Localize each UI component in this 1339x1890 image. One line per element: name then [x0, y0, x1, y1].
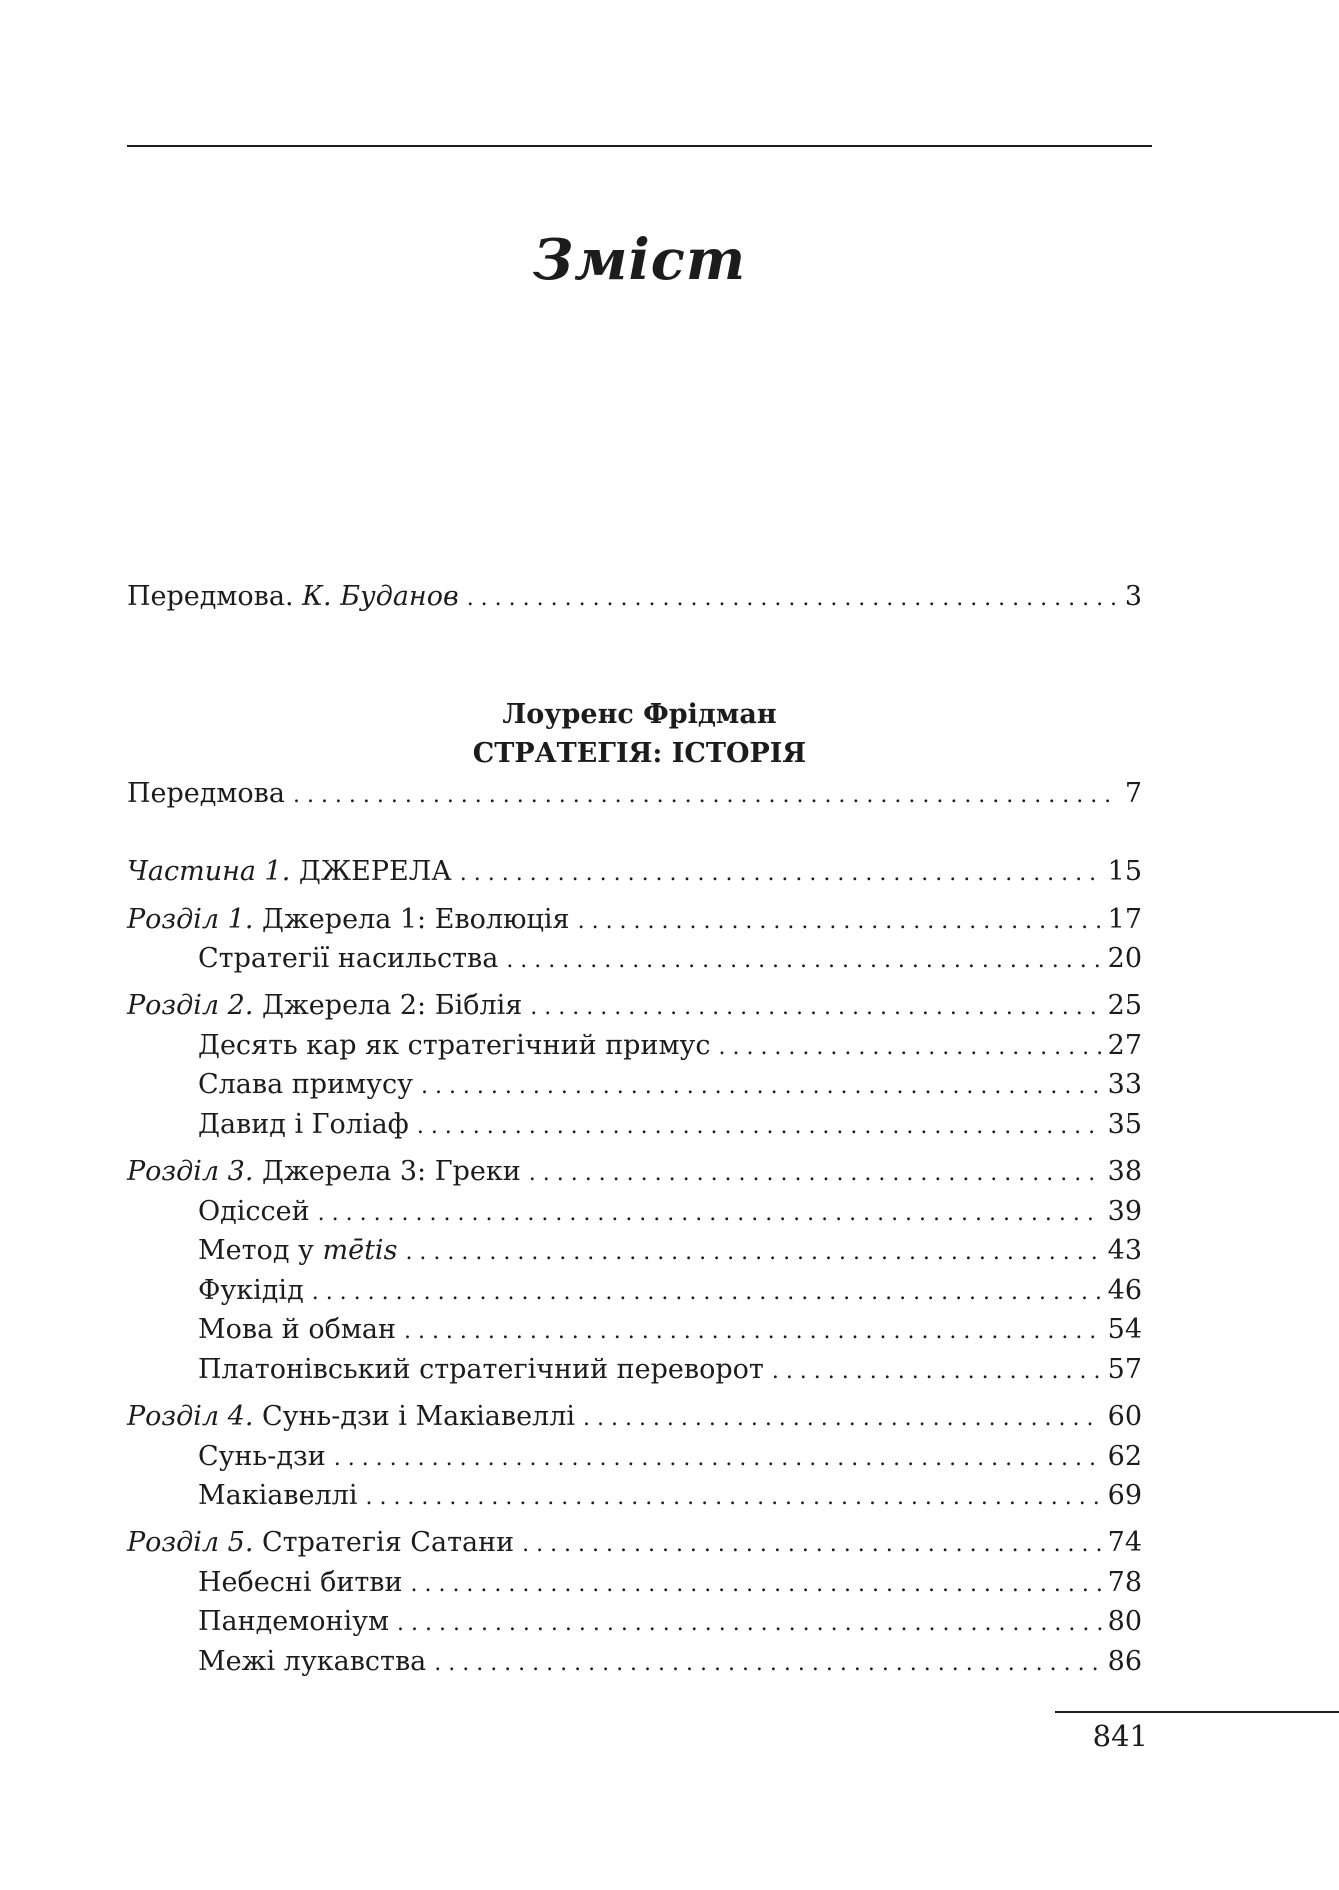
- page-number: 841: [1092, 1719, 1148, 1753]
- toc-entry-section: [127, 1648, 1142, 1675]
- entry-page: 46: [1107, 1275, 1142, 1306]
- entry-page: 20: [1107, 943, 1142, 974]
- book-author: Лоуренс Фрідман: [502, 699, 777, 730]
- entry-prefix: Розділ 5.: [127, 1527, 254, 1558]
- entry-title: Метод у: [198, 1235, 323, 1266]
- entry-title: Передмова: [127, 778, 285, 809]
- dot-leader: [718, 1032, 1101, 1059]
- toc-entry-part: [127, 858, 1142, 885]
- entry-title-italic: mētis: [322, 1235, 398, 1266]
- dot-leader: [397, 1608, 1102, 1635]
- entry-label: Передмова.: [127, 581, 294, 612]
- entry-page: 17: [1107, 904, 1142, 935]
- entry-page: 62: [1107, 1441, 1142, 1472]
- entry-page: 27: [1107, 1030, 1142, 1061]
- entry-title: Слава примусу: [198, 1069, 413, 1100]
- entry-title: Небесні битви: [198, 1567, 403, 1598]
- entry-author: К. Буданов: [302, 581, 459, 612]
- dot-leader: [583, 1403, 1102, 1430]
- toc-entry-chapter: [127, 992, 1142, 1019]
- toc-entry-section: [127, 1482, 1142, 1509]
- dot-leader: [318, 1198, 1102, 1225]
- page-title: Зміст: [532, 227, 747, 293]
- dot-leader: [529, 1158, 1102, 1185]
- entry-title: Межі лукавства: [198, 1646, 427, 1677]
- dot-leader: [293, 780, 1119, 807]
- dot-leader: [365, 1482, 1101, 1509]
- toc-entry-section: [127, 1316, 1142, 1343]
- dot-leader: [417, 1111, 1102, 1138]
- entry-title: Мова й обман: [198, 1314, 396, 1345]
- toc-entry-section: [127, 1608, 1142, 1635]
- entry-prefix: Частина 1.: [127, 856, 291, 887]
- dot-leader: [460, 858, 1102, 885]
- toc-entry-section: [127, 1569, 1142, 1596]
- entry-title: Сунь-дзи і Макіавеллі: [253, 1401, 575, 1432]
- entry-page: 57: [1107, 1354, 1142, 1385]
- toc-entry-chapter: [127, 1529, 1142, 1556]
- entry-prefix: Розділ 2.: [127, 990, 254, 1021]
- toc-entry-section: [127, 1443, 1142, 1470]
- entry-title: Джерела 1: Еволюція: [253, 904, 570, 935]
- entry-title: ДЖЕРЕЛА: [290, 856, 452, 887]
- entry-page: 39: [1107, 1196, 1142, 1227]
- dot-leader: [404, 1316, 1102, 1343]
- toc-entry-section: [127, 1111, 1142, 1138]
- entry-title: Десять кар як стратегічний примус: [198, 1030, 711, 1061]
- dot-leader: [506, 945, 1101, 972]
- toc-entry-section: [127, 1071, 1142, 1098]
- entry-page: 15: [1107, 856, 1142, 887]
- entry-title: Джерела 2: Біблія: [253, 990, 523, 1021]
- entry-page: 7: [1124, 778, 1142, 809]
- dot-leader: [334, 1443, 1102, 1470]
- dot-leader: [467, 583, 1119, 610]
- dot-leader: [530, 992, 1101, 1019]
- dot-leader: [312, 1277, 1102, 1304]
- entry-page: 43: [1107, 1235, 1142, 1266]
- footer-rule: [1055, 1711, 1339, 1713]
- entry-page: 60: [1107, 1401, 1142, 1432]
- entry-title: Стратегія Сатани: [253, 1527, 515, 1558]
- top-rule: [127, 145, 1152, 147]
- entry-page: 33: [1107, 1069, 1142, 1100]
- dot-leader: [772, 1356, 1102, 1383]
- dot-leader: [421, 1071, 1102, 1098]
- entry-title: Платонівський стратегічний переворот: [198, 1354, 764, 1385]
- entry-page: 78: [1107, 1567, 1142, 1598]
- toc-entry-chapter: [127, 906, 1142, 933]
- entry-page: 25: [1107, 990, 1142, 1021]
- toc-entry: [127, 780, 1142, 807]
- toc-entry-section: [127, 1237, 1142, 1264]
- toc-entry-section: [127, 1277, 1142, 1304]
- toc-entry-section: [127, 1198, 1142, 1225]
- entry-title: Давид і Голіаф: [198, 1109, 409, 1140]
- toc-entry-section: [127, 1356, 1142, 1383]
- entry-prefix: Розділ 3.: [127, 1156, 254, 1187]
- toc-entry-chapter: [127, 1158, 1142, 1185]
- entry-page: 86: [1107, 1646, 1142, 1677]
- entry-prefix: Розділ 4.: [127, 1401, 254, 1432]
- entry-title: Джерела 3: Греки: [253, 1156, 521, 1187]
- entry-page: 80: [1107, 1606, 1142, 1637]
- dot-leader: [522, 1529, 1102, 1556]
- entry-page: 74: [1107, 1527, 1142, 1558]
- entry-page: 38: [1107, 1156, 1142, 1187]
- toc-entry-preface-budanov: [127, 583, 1142, 610]
- entry-title: Сунь-дзи: [198, 1441, 326, 1472]
- entry-page: 35: [1107, 1109, 1142, 1140]
- entry-title: Макіавеллі: [198, 1480, 358, 1511]
- entry-prefix: Розділ 1.: [127, 904, 254, 935]
- dot-leader: [410, 1569, 1101, 1596]
- entry-title: Одіссей: [198, 1196, 310, 1227]
- entry-title: Пандемоніум: [198, 1606, 390, 1637]
- dot-leader: [405, 1237, 1101, 1264]
- entry-title: Фукідід: [198, 1275, 304, 1306]
- toc-entry-chapter: [127, 1403, 1142, 1430]
- dot-leader: [578, 906, 1102, 933]
- entry-page: 69: [1107, 1480, 1142, 1511]
- dot-leader: [434, 1648, 1101, 1675]
- entry-page: 3: [1124, 581, 1142, 612]
- book-title: СТРАТЕГІЯ: ІСТОРІЯ: [472, 738, 807, 769]
- toc-entry-section: [127, 1032, 1142, 1059]
- entry-page: 54: [1107, 1314, 1142, 1345]
- entry-title: Стратегії насильства: [198, 943, 499, 974]
- toc-entry-section: [127, 945, 1142, 972]
